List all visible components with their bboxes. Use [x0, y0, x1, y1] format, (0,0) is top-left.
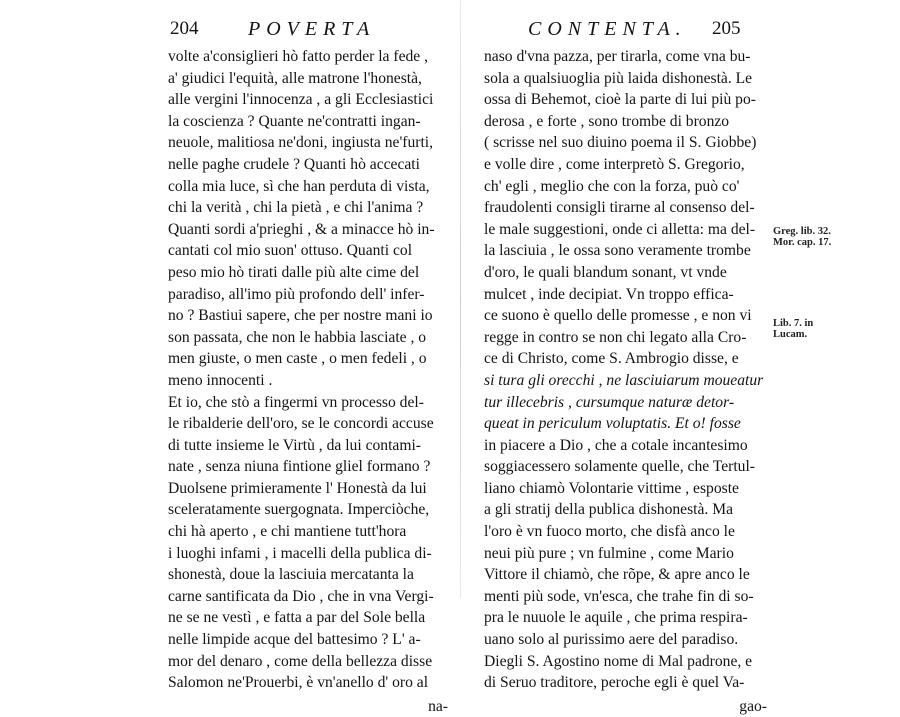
text-line: mor del denaro , come della bellezza disse: [168, 652, 433, 670]
text-line: uano solo al purissimo aere del paradiso.: [484, 631, 739, 649]
text-line: alle vergini l'innocenza , a gli Ecclesiastici: [168, 91, 434, 109]
text-line: e volle dire , come interpretò S. Gregorio,: [484, 155, 745, 173]
page-gutter: [460, 0, 461, 598]
text-line: neui più pure ; vn fulmine , come Mario: [484, 544, 734, 562]
text-line: naso d'vna pazza, per tirarla, come vna bu-: [484, 48, 751, 65]
text-line: nelle limpide acque del battesimo ? L' a-: [168, 631, 421, 649]
text-line: volte a'consiglieri hò fatto perder la fede ,: [168, 48, 428, 65]
text-line: ce di Christo, come S. Ambrogio disse, e: [484, 350, 739, 368]
text-line: l'oro è vn fuoco morto, che disfà anco le: [484, 523, 735, 541]
text-line: i luoghi infami , i macelli della publica di-: [168, 544, 432, 562]
text-line: peso mio hò tirati dalle più alte cime del: [168, 263, 420, 281]
text-line: ce suono è quello delle promesse , e non vi: [484, 307, 752, 325]
text-line: neuole, malitiosa ne'doni, ingiusta ne'furti,: [168, 134, 434, 152]
text-line: chi la verità , chi la pietà , e chi l'anima ?: [168, 199, 424, 217]
text-line: Duolsene primieramente l' Honestà da lui: [168, 479, 427, 497]
text-line: Salomon ne'Prouerbi, è vn'anello d' oro al: [168, 674, 429, 692]
right-running-title: CONTENTA.: [528, 18, 687, 40]
text-line: di tutte insieme le Virtù , da lui contami-: [168, 436, 421, 454]
text-line: men giuste, o men caste , o men fedeli , o: [168, 350, 427, 368]
text-line: queat in periculum voluptatis. Et o! fosse: [484, 415, 741, 433]
text-line: cantati col mio suon' ottuso. Quanti col: [168, 242, 413, 260]
right-catchword: gao-: [739, 697, 767, 715]
text-line: ne se ne vestì , e fatta a par del Sole bella: [168, 609, 426, 627]
text-line: sola a qualsiuoglia più laida dishonestà. Le: [484, 69, 753, 87]
text-line: si tura gli orecchi , ne lasciuiarum moueatur: [484, 371, 764, 389]
text-line: ch' egli , meglio che con la forza, può co': [484, 177, 740, 195]
text-line: a' giudici l'equità, alle matrone l'honestà,: [168, 69, 422, 87]
text-line: sceleratamente suergognata. Imperciòche,: [168, 501, 430, 519]
right-page-number: 205: [712, 18, 741, 39]
text-line: le ribalderie dell'oro, se le concordi accuse: [168, 415, 434, 433]
text-line: Diegli S. Agostino nome di Mal padrone, e: [484, 652, 753, 670]
text-line: paradiso, all'imo più profondo dell' infer-: [168, 285, 425, 303]
text-line: tur illecebris , cursumque naturæ detor-: [484, 393, 735, 411]
text-line: d'oro, le quali blandum sonant, vt vnde: [484, 263, 727, 281]
text-line: mulcet , inde decipiat. Vn troppo effica-: [484, 285, 734, 303]
text-line: menti più sode, vn'esca, che trahe fin di so-: [484, 587, 754, 605]
left-page-number: 204: [170, 18, 199, 39]
left-page-text: [168, 46, 450, 694]
text-line: shonestà, doue la lasciuia mercatanta la: [168, 566, 414, 584]
left-running-head: [168, 18, 450, 44]
text-line: nelle paghe crudele ? Quanti hò accecati: [168, 155, 420, 173]
text-line: son passata, che non le habbia lasciate , o: [168, 328, 427, 346]
text-line: fraudolenti consigli tirarne al consenso del-: [484, 199, 755, 217]
text-line: regge in contro se non chi legato alla Cro-: [484, 328, 747, 346]
left-page: [168, 18, 450, 717]
right-page-text: [484, 46, 769, 694]
text-line: Et io, che stò a fingermi vn processo del-: [168, 393, 424, 411]
text-line: le male suggestioni, onde ci alletta: ma del-: [484, 220, 756, 238]
text-line: di Seruo traditore, peroche egli è quel Va-: [484, 674, 745, 692]
text-line: Quanti sordi a'prieghi , & a minacce hò in-: [168, 220, 435, 238]
text-line: carne santificata da Dio , che in vna Vergi-: [168, 587, 434, 605]
text-line: nate , senza niuna fintione gliel formano ?: [168, 458, 431, 476]
text-line: soggiacessero solamente quelle, che Tertul-: [484, 458, 755, 476]
margin-note-gregory: Greg. lib. 32. Mor. cap. 17.: [773, 226, 832, 248]
text-line: liano chiamò Volontarie vittime , esposte: [484, 479, 739, 497]
left-catchword: na-: [428, 697, 448, 715]
text-line: a gli stratij della publica dishonestà. Ma: [484, 501, 734, 519]
text-line: la lasciuia , le ossa sono veramente trombe: [484, 242, 751, 260]
right-page: [484, 18, 769, 717]
text-line: la coscienza ? Quante ne'contratti ingan-: [168, 112, 421, 130]
text-line: meno innocenti .: [168, 371, 273, 389]
text-line: ( scrisse nel suo diuino poema il S. Giobbe): [484, 134, 757, 152]
text-line: chi hà aperto , e chi mantiene tutt'hora: [168, 523, 407, 541]
text-line: pra le nuuole le aquile , che prima respira-: [484, 609, 748, 627]
text-line: in piacere a Dio , che a cotale incantesimo: [484, 436, 748, 454]
text-line: colla mia luce, sì che han perduta di vista,: [168, 177, 430, 195]
right-running-head: [484, 18, 769, 44]
text-line: derosa , e forte , sono trombe di bronzo: [484, 112, 730, 130]
left-running-title: POVERTA: [248, 18, 376, 40]
margin-note-ambrose: Lib. 7. in Lucam.: [773, 318, 814, 340]
text-line: no ? Bastiui sapere, che per nostre mani io: [168, 307, 433, 325]
text-line: ossa di Behemot, cioè la parte di lui più po-: [484, 91, 756, 109]
text-line: Vittore il chiamò, che rõpe, & apre anco le: [484, 566, 750, 584]
